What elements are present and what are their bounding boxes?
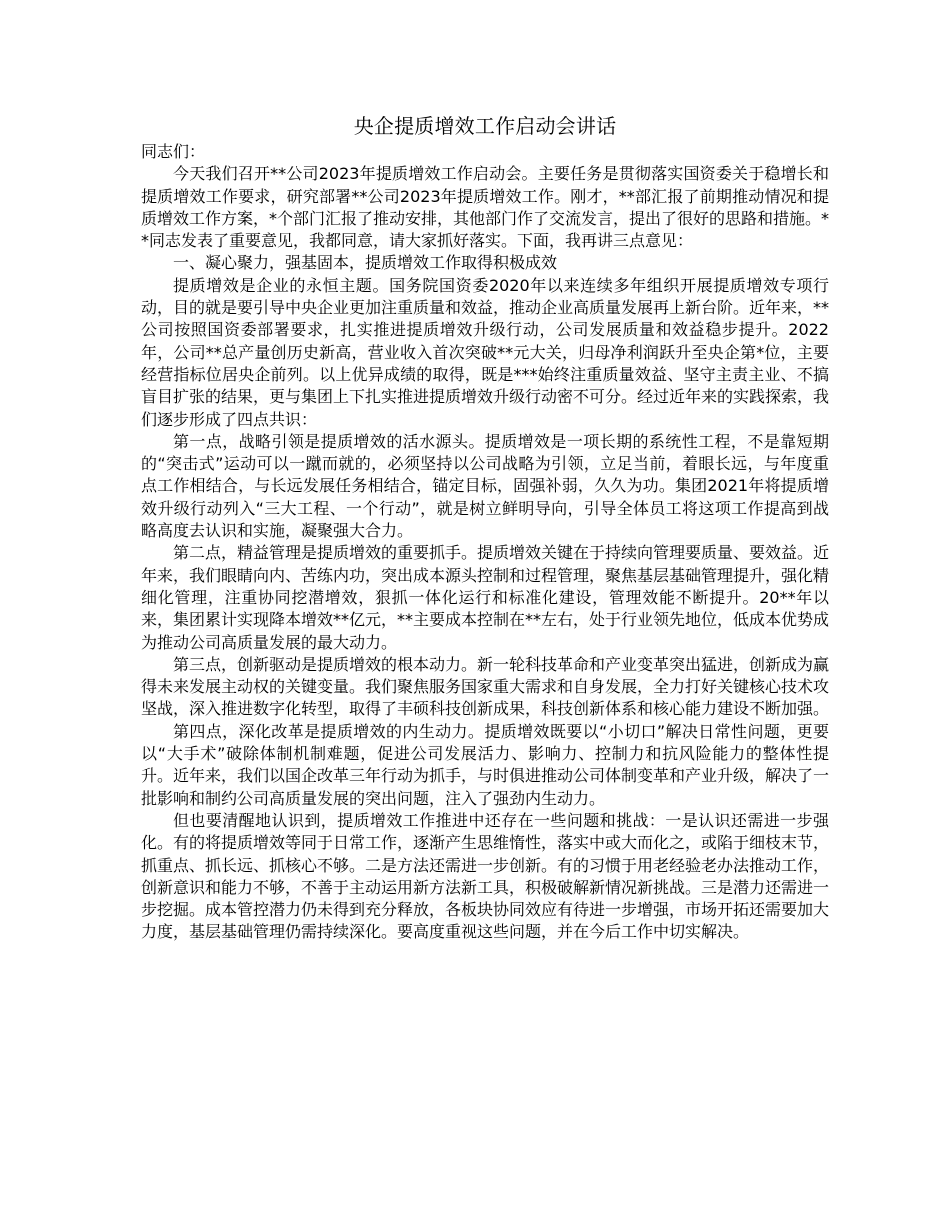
paragraph-point-4: 第四点，深化改革是提质增效的内生动力。提质增效既要以“小切口”解决日常性问题，更要以“大手术”破除体制机制难题，促进公司发展活力、影响力、控制力和抗风险能力的整体性提升。近年来，我们以国企改革三年行动为抓手，与时俱进推动公司体制变革和产业升级，解决了一批影响和制约公司高质量发展的突出问题，注入了强劲内生动力。: [141, 721, 830, 808]
paragraph-point-1: 第一点，战略引领是提质增效的活水源头。提质增效是一项长期的系统性工程，不是靠短期的“突击式”运动可以一蹴而就的，必须坚持以公司战略为引领，立足当前，着眼长远，与年度重点工作相结合，与长远发展任务相结合，锚定目标，固强补弱，久久为功。集团2021年将提质增效升级行动列入“三大工程、一个行动”，就是树立鲜明导向，引导全体员工将这项工作提高到战略高度去认识和实施，凝聚强大合力。: [141, 431, 829, 541]
paragraph-challenges: 但也要清醒地认识到，提质增效工作推进中还存在一些问题和挑战：一是认识还需进一步强化。有的将提质增效等同于日常工作，逐渐产生思维惰性，落实中或大而化之，或陷于细枝末节，抓重点、抓长远、抓核心不够。二是方法还需进一步创新。有的习惯于用老经验老办法推动工作，创新意识和能力不够，不善于主动运用新方法新工具，积极破解新情况新挑战。三是潜力还需进一步挖掘。成本管控潜力仍未得到充分释放，各板块协同效应有待进一步增强，市场开拓还需要加大力度，基层基础管理仍需持续深化。要高度重视这些问题，并在今后工作中切实解决。: [141, 810, 830, 942]
paragraph-achievements: 提质增效是企业的永恒主题。国务院国资委2020年以来连续多年组织开展提质增效专项行动，目的就是要引导中央企业更加注重质量和效益，推动企业高质量发展再上新台阶。近年来，**公司按照国资委部署要求，扎实推进提质增效升级行动，公司发展质量和效益稳步提升。2022年，公司**总产量创历史新高，营业收入首次突破**元大关，归母净利润跃升至央企第*位，主要经营指标位居央企前列。以上优异成绩的取得，既是***始终注重质量效益、坚守主责主业、不搞盲目扩张的结果，更与集团上下扎实推进提质增效升级行动密不可分。经过近年来的实践探索，我们逐步形成了四点共识：: [141, 275, 830, 429]
section-heading-1: 一、凝心聚力，强基固本，提质增效工作取得积极成效: [173, 253, 558, 273]
paragraph-opening: 今天我们召开**公司2023年提质增效工作启动会。主要任务是贯彻落实国资委关于稳增长和提质增效工作要求，研究部署**公司2023年提质增效工作。刚才，**部汇报了前期推动情况和提质增效工作方案，*个部门汇报了推动安排，其他部门作了交流发言，提出了很好的思路和措施。**同志发表了重要意见，我都同意，请大家抓好落实。下面，我再讲三点意见：: [141, 164, 830, 251]
document-body: [141, 112, 829, 944]
document-title: 央企提质增效工作启动会讲话: [353, 114, 617, 138]
salutation: 同志们：: [141, 142, 206, 161]
paragraph-point-3: 第三点，创新驱动是提质增效的根本动力。新一轮科技革命和产业变革突出猛进，创新成为赢得未来发展主动权的关键变量。我们聚焦服务国家重大需求和自身发展，全力打好关键核心技术攻坚战，深入推进数字化转型，取得了丰硕科技创新成果，科技创新体系和核心能力建设不断加强。: [141, 654, 830, 719]
paragraph-point-2: 第二点，精益管理是提质增效的重要抓手。提质增效关键在于持续向管理要质量、要效益。近年来，我们眼睛向内、苦练内功，突出成本源头控制和过程管理，聚焦基层基础管理提升，强化精细化管理，注重协同挖潜增效，狠抓一体化运行和标准化建设，管理效能不断提升。20**年以来，集团累计实现降本增效**亿元，**主要成本控制在**左右，处于行业领先地位，低成本优势成为推动公司高质量发展的最大动力。: [141, 543, 830, 652]
